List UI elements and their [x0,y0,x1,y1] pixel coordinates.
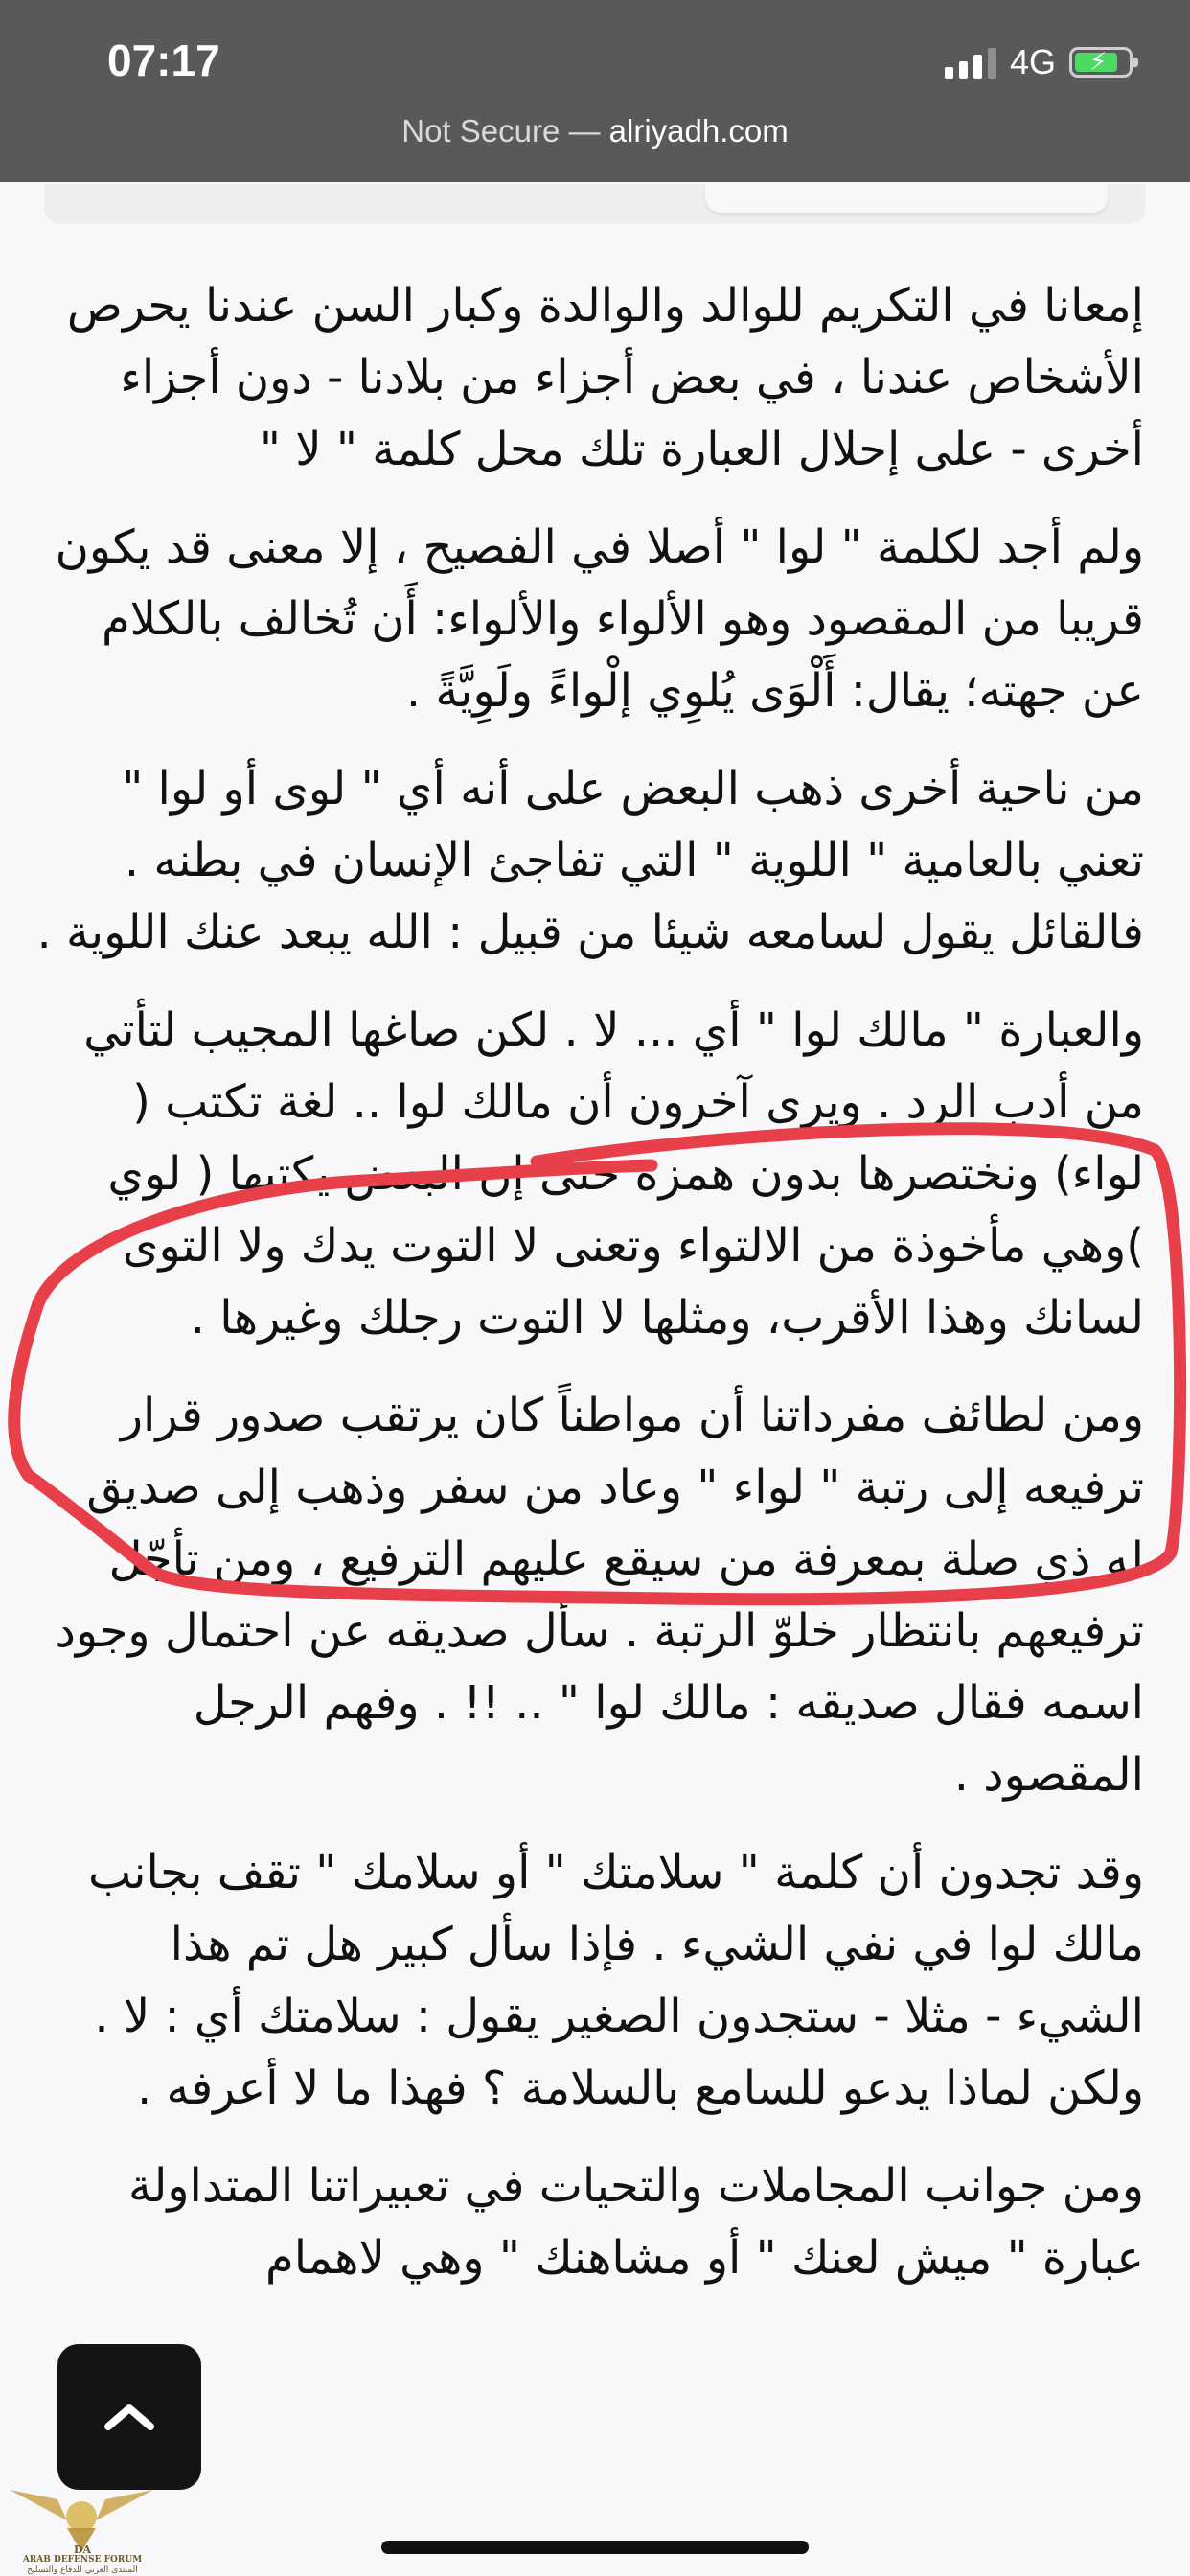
url-separator: — [560,113,609,149]
logo-name: ARAB DEFENSE FORUM [22,2555,143,2564]
network-type: 4G [1009,42,1056,81]
battery-charging-icon [1069,47,1133,78]
status-indicators [945,42,1133,82]
url-bar[interactable] [0,113,1190,150]
article-paragraph: وقد تجدون أن كلمة " سلامتك " أو سلامك " تقف بجانب مالك لوا في نفي الشيء . فإذا سأل كبير هل تم هذا الشيء - مثلا - ستجدون الصغير يقول : سلامتك أي : لا . ولكن لماذا يدعو للسامع بالسلامة ؟ فهذا ما لا أعرفه . [87,1846,1144,2115]
security-label: Not Secure [401,113,561,149]
url-domain: alriyadh.com [608,113,789,149]
article-paragraph: ومن لطائف مفرداتنا أن مواطناً كان يرتقب صدور قرار ترفيعه إلى رتبة " لواء " وعاد من سفر وذهب إلى صديق له ذي صلة بمعرفة من سيقع عليهم الترفيع ، ومن تأجّل ترفيعهم بانتظار خلوّ الرتبة . سأل صديقه عن احتمال وجود اسمه فقال صديقه : مالك لوا " .. !! . وفهم الرجل المقصود . [55,1389,1144,1802]
status-bar [0,0,1190,182]
article-paragraph-highlighted: والعبارة " مالك لوا " أي ... لا . لكن صاغها المجيب لتأتي من أدب الرد . ويرى آخرون أن مالك لوا .. لغة تكتب ( لواء) ونختصرها بدون همزة حتى إن البعض يكتبها ( لوي )وهي مأخوذة من الالتواء وتعنى لا التوت يدك ولا التوى لسانك وهذا الأقرب، ومثلها لا التوت رجلك وغيرها . [83,1003,1144,1345]
status-time: 07:17 [107,35,220,85]
article-body [34,270,1144,2320]
article-paragraph: ولم أجد لكلمة " لوا " أصلا في الفصيح ، إلا معنى قد يكون قريبا من المقصود وهو الألواء والألواء: أَن تُخالف بالكلام عن جهته؛ يقال: أَلْوَى يُلوِي إلْواءً ولَوِيَّةً . [55,520,1144,718]
article-paragraph: من ناحية أخرى ذهب البعض على أنه أي " لوى أو لوا " تعني بالعامية " اللوية " التي تفاجئ الإنسان في بطنه . فالقائل يقول لسامعه شيئا من قبيل : الله يبعد عنك اللوية . [36,762,1144,959]
article-paragraph: ومن جوانب المجاملات والتحيات في تعبيراتنا المتداولة عبارة " ميش لعنك " أو مشاهنك " وهي لاهمام [127,2159,1144,2285]
logo-mark: DA [73,2543,92,2556]
logo-caption [6,2544,159,2576]
chevron-up-icon [103,2403,155,2431]
signal-bars-icon [945,46,996,79]
article-paragraph: إمعانا في التكريم للوالد والوالدة وكبار السن عندنا يحرص الأشخاص عندنا ، في بعض أجزاء من بلادنا - دون أجزاء أخرى - على إحلال العبارة تلك محل كلمة " لا " [66,279,1144,476]
tab-strip [44,184,1146,224]
logo-tagline: المنتدى العربي للدفاع والتسليح [27,2565,138,2575]
home-indicator [381,2541,809,2554]
bolt-icon: ⚡ [1089,48,1108,77]
